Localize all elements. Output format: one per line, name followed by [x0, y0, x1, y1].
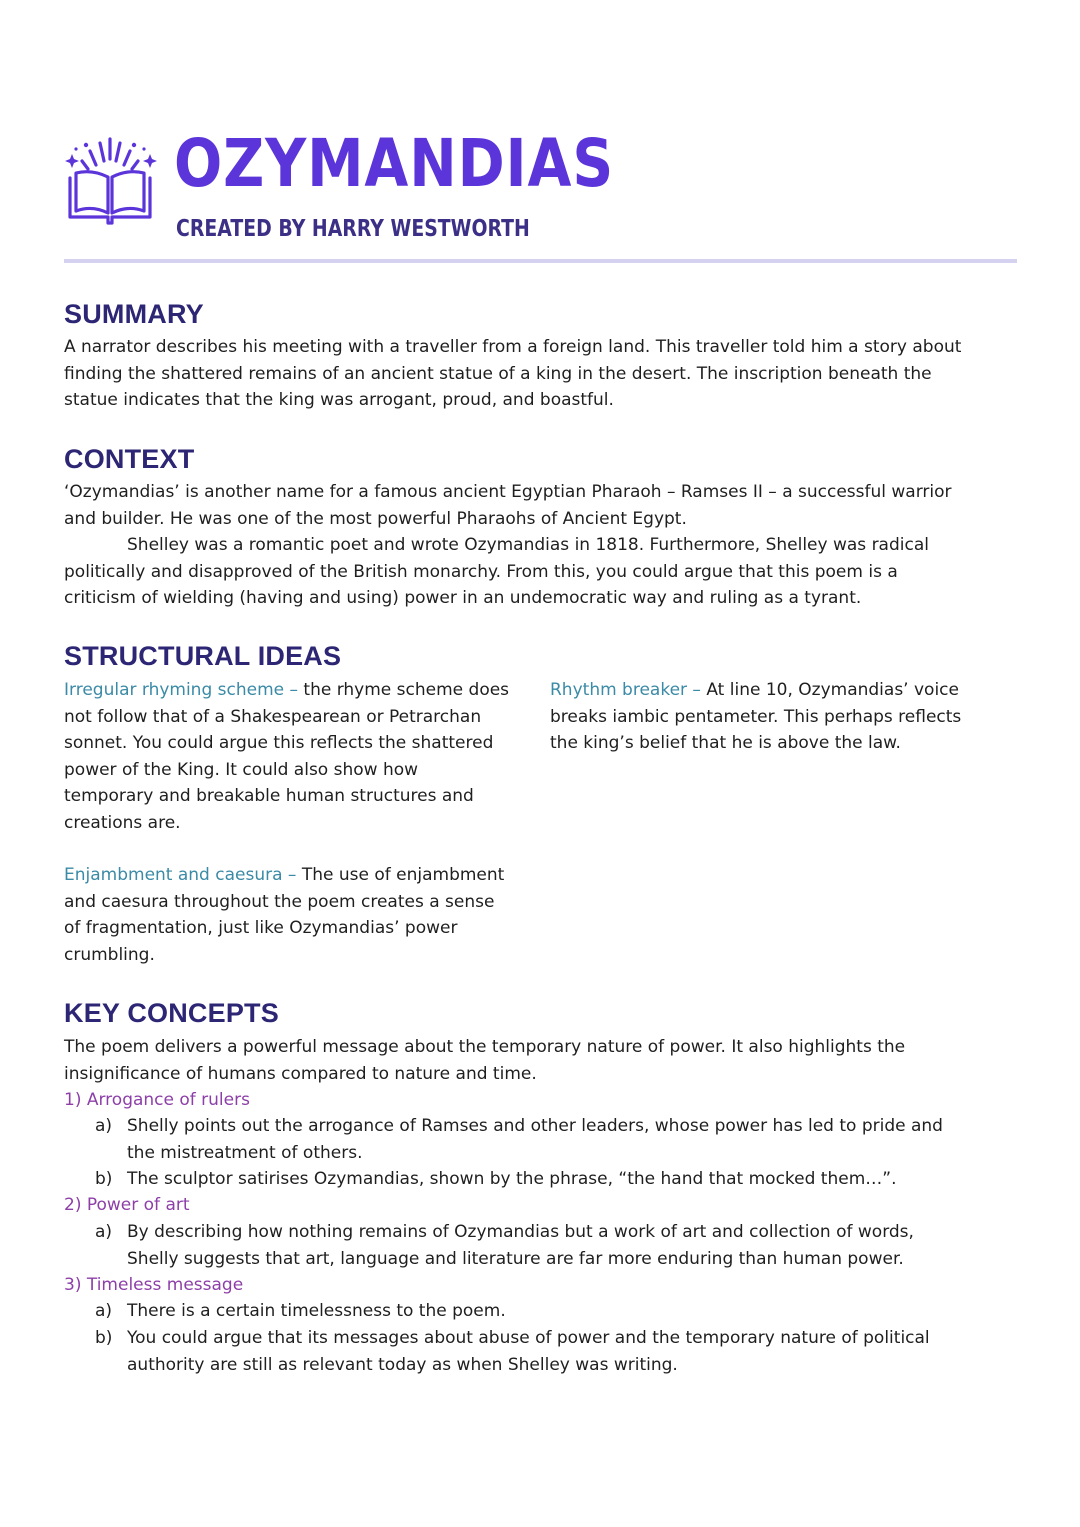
key-concepts-intro-line: insignificance of humans compared to nature and time.	[64, 1063, 537, 1084]
summary-line: statue indicates that the king was arrogant, proud, and boastful.	[64, 390, 614, 410]
irregular-rhyme-block	[64, 677, 544, 836]
list-item	[95, 1166, 896, 1193]
irregular-rhyme-line: sonnet. You could argue this reflects the shattered	[64, 733, 494, 753]
context-line: Shelley was a romantic poet and wrote Ozymandias in 1818. Furthermore, Shelley was radical	[127, 535, 929, 555]
concept-timeless-label: 3) Timeless message	[64, 1275, 244, 1295]
list-marker: a)	[95, 1222, 113, 1242]
irregular-rhyme-line: temporary and breakable human structures and	[64, 786, 474, 806]
structural-heading: STRUCTURAL IDEAS	[64, 641, 342, 671]
summary-line: A narrator describes his meeting with a traveller from a foreign land. This traveller told him a story about	[64, 337, 962, 357]
rhythm-breaker-line: breaks iambic pentameter. This perhaps reflects	[550, 706, 962, 727]
irregular-rhyme-text: the rhyme scheme does	[298, 680, 510, 700]
list-marker: a)	[95, 1116, 113, 1136]
header-divider	[64, 259, 1017, 263]
list-item-text: The sculptor satirises Ozymandias, shown by the phrase, “the hand that mocked them…”.	[127, 1169, 897, 1189]
summary-line: finding the shattered remains of an ancient statue of a king in the desert. The inscription beneath the	[64, 363, 932, 384]
summary-paragraph	[64, 334, 1014, 414]
list-item-text: the mistreatment of others.	[127, 1142, 363, 1163]
concept-arrogance-label: 1) Arrogance of rulers	[64, 1090, 250, 1110]
rhythm-breaker-text: At line 10, Ozymandias’ voice	[700, 680, 959, 700]
irregular-rhyme-line: not follow that of a Shakespearean or Petrarchan	[64, 706, 482, 727]
irregular-rhyme-label: Irregular rhyming scheme –	[64, 680, 299, 700]
enjambment-line: and caesura throughout the poem creates a sense	[64, 891, 495, 912]
rhythm-breaker-label: Rhythm breaker –	[550, 680, 701, 700]
list-item	[95, 1113, 943, 1166]
list-item-text: You could argue that its messages about abuse of power and the temporary nature of political	[127, 1328, 930, 1348]
author-subtitle: CREATED BY HARRY WESTWORTH	[176, 216, 530, 242]
enjambment-line: of fragmentation, just like Ozymandias’ power	[64, 918, 458, 938]
context-line: criticism of wielding (having and using) power in an undemocratic way and ruling as a tyrant.	[64, 588, 862, 608]
context-heading: CONTEXT	[64, 444, 195, 474]
list-item-text: There is a certain timelessness to the poem.	[127, 1301, 506, 1321]
page-title: OZYMANDIAS	[174, 125, 615, 202]
enjambment-text: The use of enjambment	[296, 865, 505, 885]
irregular-rhyme-line: creations are.	[64, 812, 181, 833]
list-item	[95, 1325, 930, 1378]
enjambment-line: crumbling.	[64, 944, 155, 965]
list-marker: b)	[95, 1169, 113, 1189]
context-paragraph	[64, 479, 1014, 612]
rhythm-breaker-block	[550, 677, 1020, 757]
concept-power-of-art-label: 2) Power of art	[64, 1195, 190, 1215]
context-line: politically and disapproved of the British monarchy. From this, you could argue that this poem is a	[64, 561, 898, 582]
summary-heading: SUMMARY	[64, 299, 204, 329]
key-concepts-intro	[64, 1034, 1014, 1087]
enjambment-block	[64, 862, 544, 968]
list-item-text: authority are still as relevant today as when Shelley was writing.	[127, 1354, 678, 1375]
list-item	[95, 1219, 914, 1272]
irregular-rhyme-line: power of the King. It could also show how	[64, 759, 419, 780]
key-concepts-heading: KEY CONCEPTS	[64, 998, 279, 1028]
context-line: ‘Ozymandias’ is another name for a famous ancient Egyptian Pharaoh – Ramses II – a successful warrior	[64, 482, 952, 502]
rhythm-breaker-line: the king’s belief that he is above the law.	[550, 733, 901, 753]
list-item	[95, 1298, 506, 1325]
key-concepts-intro-line: The poem delivers a powerful message about the temporary nature of power. It also highlights the	[64, 1037, 906, 1057]
list-item-text: Shelly suggests that art, language and literature are far more enduring than human power.	[127, 1248, 904, 1269]
context-line: and builder. He was one of the most powerful Pharaohs of Ancient Egypt.	[64, 508, 687, 529]
list-item-text: Shelly points out the arrogance of Ramses and other leaders, whose power has led to pride and	[127, 1116, 943, 1136]
enjambment-label: Enjambment and caesura –	[64, 865, 297, 885]
list-item-text: By describing how nothing remains of Ozymandias but a work of art and collection of words,	[127, 1222, 914, 1242]
list-marker: b)	[95, 1328, 113, 1348]
list-marker: a)	[95, 1301, 113, 1321]
open-book-sparkle-icon	[62, 133, 158, 229]
